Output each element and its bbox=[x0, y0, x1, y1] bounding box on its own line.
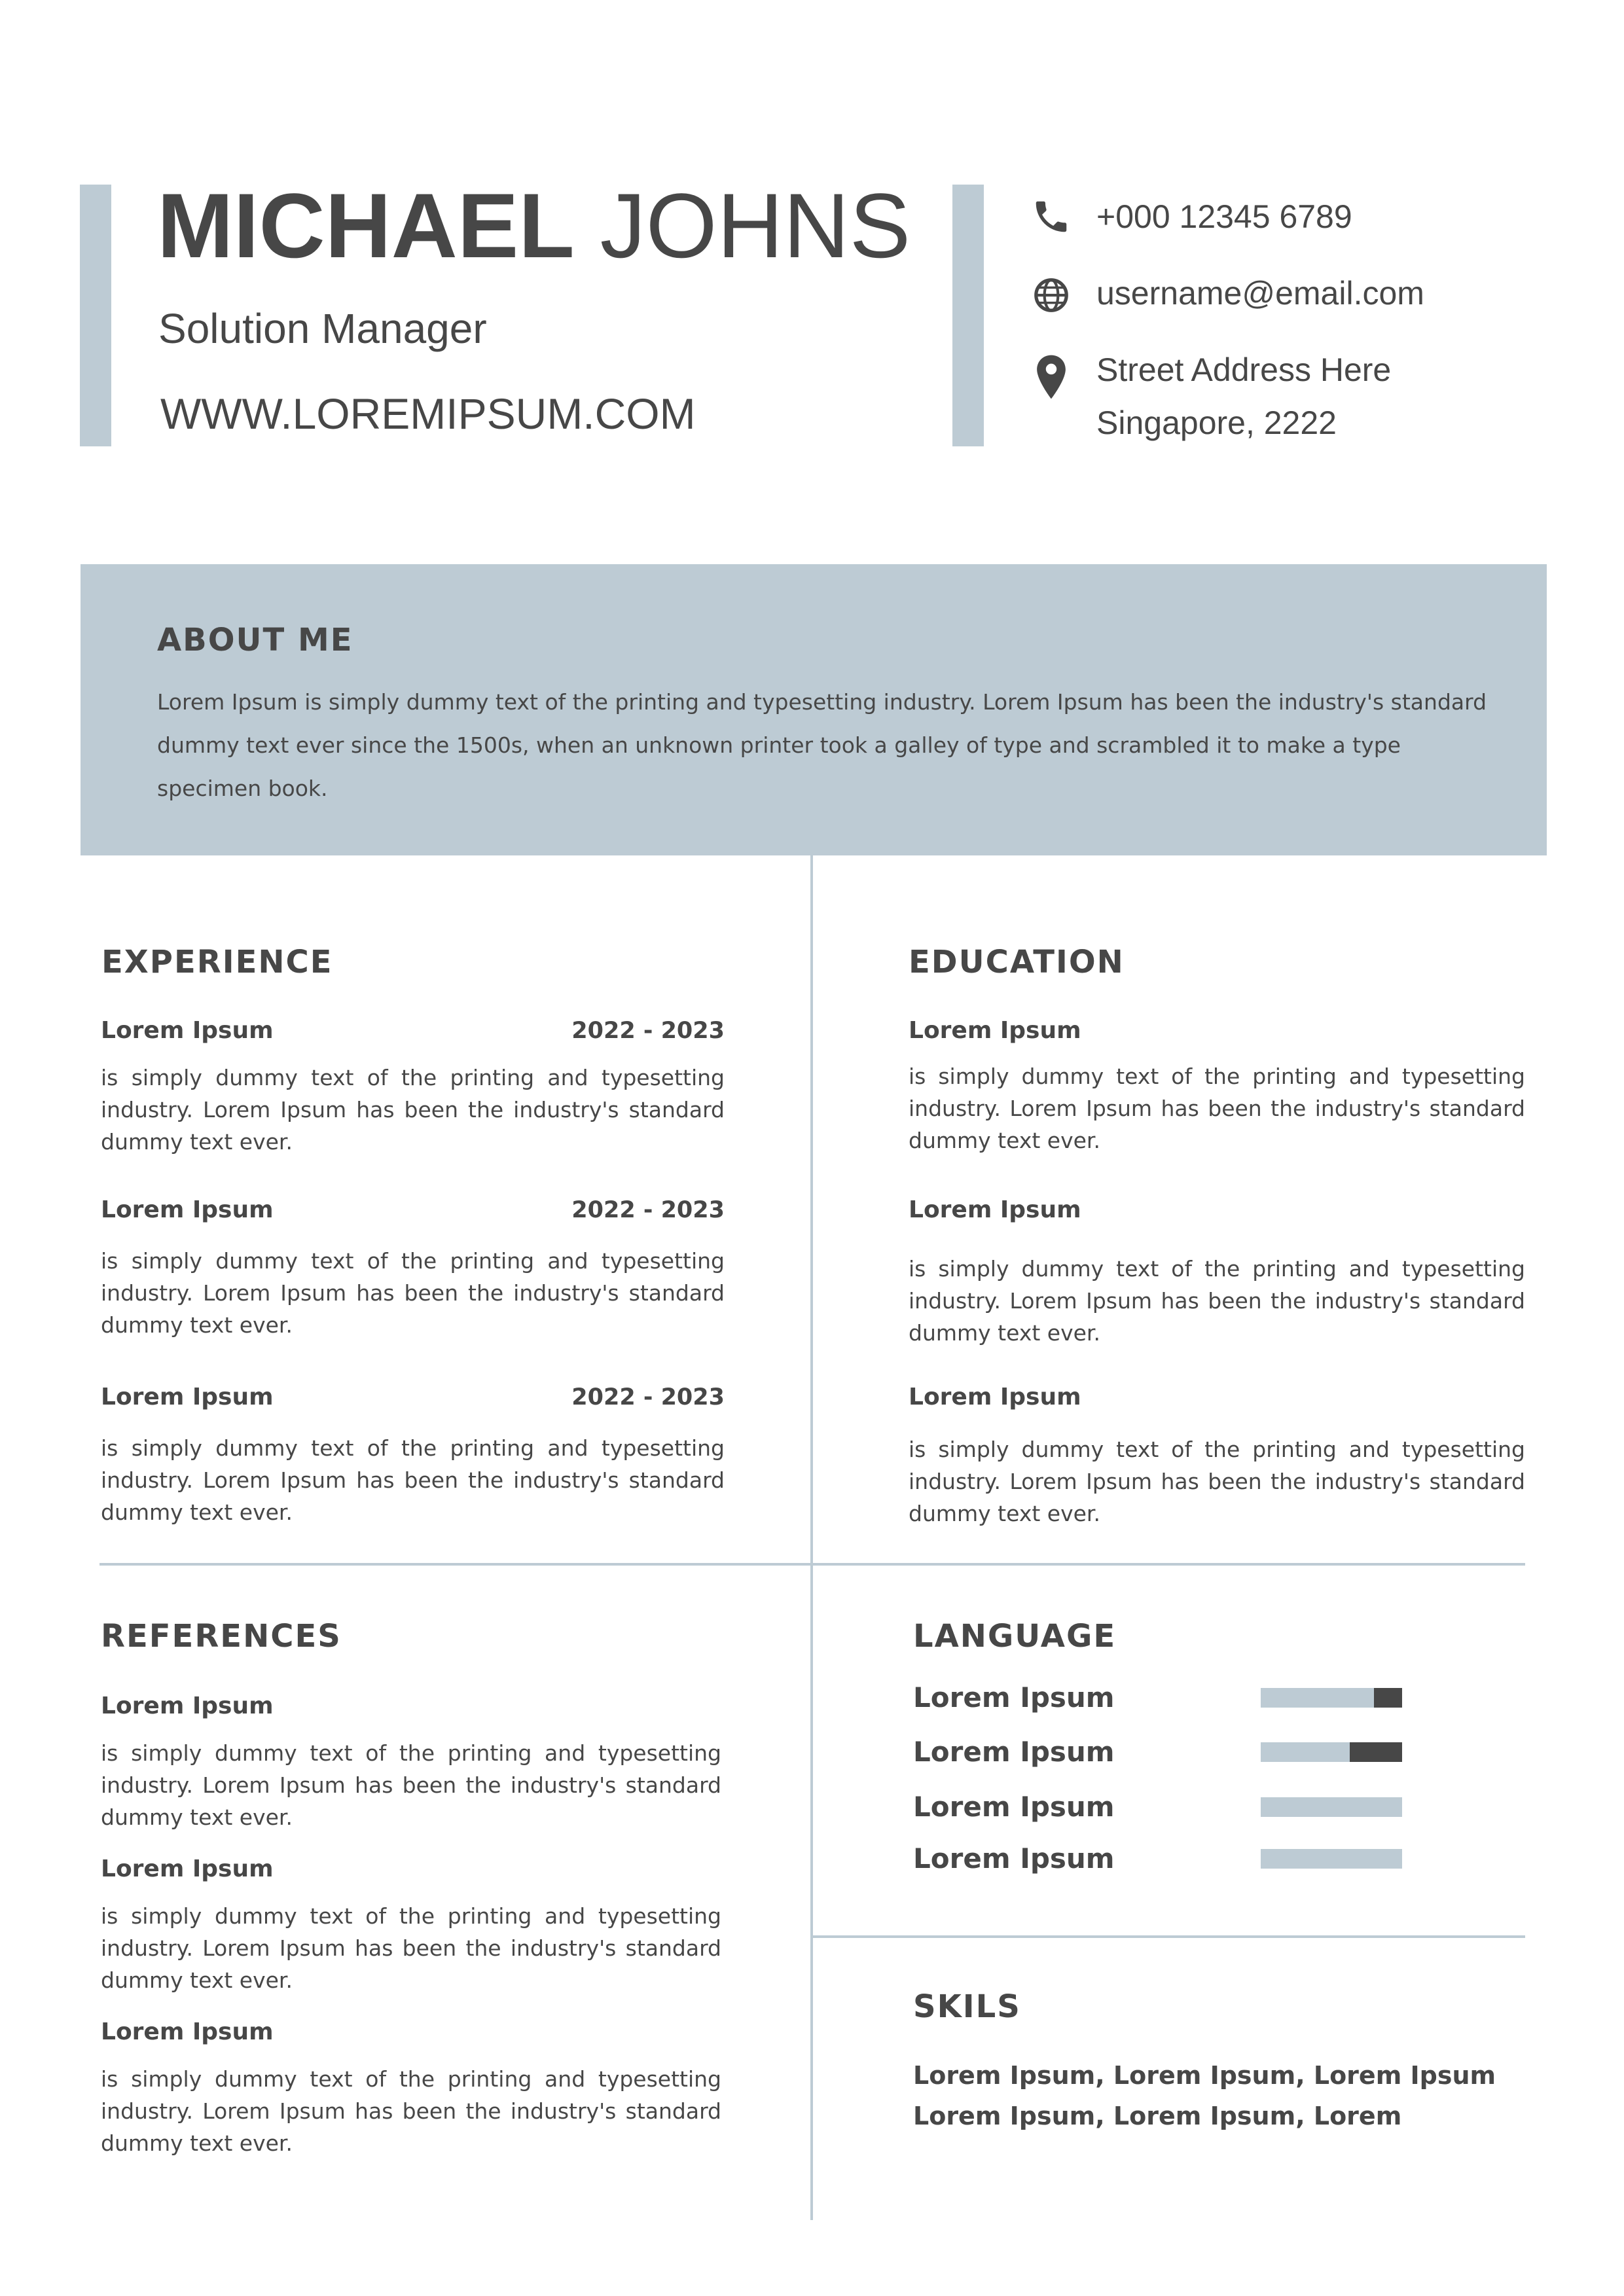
language-level-bar bbox=[1261, 1849, 1402, 1869]
education-text: is simply dummy text of the printing and typesetting industry. Lorem Ipsum has been the industry's standard dummy text ever. bbox=[909, 1064, 1525, 1153]
row-divider-left bbox=[99, 1563, 810, 1566]
reference-title: Lorem Ipsum bbox=[101, 1856, 274, 1882]
phone-number[interactable]: +000 12345 6789 bbox=[1096, 198, 1352, 235]
language-label: Lorem Ipsum bbox=[913, 1736, 1115, 1768]
references-heading: REFERENCES bbox=[101, 1618, 342, 1655]
address-line-2: Singapore, 2222 bbox=[1096, 404, 1337, 441]
reference-text: is simply dummy text of the printing and typesetting industry. Lorem Ipsum has been the industry's standard dummy text ever. bbox=[101, 1740, 721, 1830]
language-label: Lorem Ipsum bbox=[913, 1681, 1115, 1713]
header-accent-bar-right bbox=[952, 185, 984, 446]
reference-title: Lorem Ipsum bbox=[101, 1693, 274, 1719]
first-name: MICHAEL bbox=[157, 174, 575, 277]
email-address[interactable]: username@email.com bbox=[1096, 275, 1424, 312]
experience-text: is simply dummy text of the printing and typesetting industry. Lorem Ipsum has been the industry's standard dummy text ever. bbox=[101, 1435, 725, 1525]
experience-date: 2022 - 2023 bbox=[571, 1018, 725, 1044]
education-text: is simply dummy text of the printing and typesetting industry. Lorem Ipsum has been the industry's standard dummy text ever. bbox=[909, 1256, 1525, 1346]
about-me-text: Lorem Ipsum is simply dummy text of the printing and typesetting industry. Lorem Ipsum has been the industry's standard dummy text ever since the 1500s, when an unknown printer took a galley of type and scrambled it to make a type specimen book. bbox=[157, 689, 1487, 801]
reference-text: is simply dummy text of the printing and typesetting industry. Lorem Ipsum has been the industry's standard dummy text ever. bbox=[101, 1903, 721, 1993]
row-divider-right bbox=[813, 1563, 1525, 1566]
address-line-1: Street Address Here bbox=[1096, 351, 1392, 388]
skills-list bbox=[913, 2055, 1542, 2136]
column-divider bbox=[810, 855, 813, 2220]
skills-line-2: Lorem Ipsum, Lorem Ipsum, Lorem bbox=[913, 2102, 1402, 2130]
language-level-fill bbox=[1350, 1742, 1402, 1762]
experience-date: 2022 - 2023 bbox=[571, 1197, 725, 1223]
experience-heading: EXPERIENCE bbox=[101, 944, 333, 980]
language-level-bar bbox=[1261, 1742, 1402, 1762]
language-label: Lorem Ipsum bbox=[913, 1791, 1115, 1823]
header-accent-bar-left bbox=[80, 185, 111, 446]
education-title: Lorem Ipsum bbox=[909, 1196, 1081, 1223]
education-title: Lorem Ipsum bbox=[909, 1384, 1081, 1410]
skills-heading: SKILS bbox=[913, 1988, 1021, 2025]
experience-title: Lorem Ipsum bbox=[101, 1384, 274, 1410]
education-title: Lorem Ipsum bbox=[909, 1017, 1081, 1044]
experience-text: is simply dummy text of the printing and typesetting industry. Lorem Ipsum has been the industry's standard dummy text ever. bbox=[101, 1065, 725, 1155]
website-link[interactable]: WWW.LOREMIPSUM.COM bbox=[160, 389, 696, 438]
language-label: Lorem Ipsum bbox=[913, 1842, 1115, 1874]
language-level-bar bbox=[1261, 1688, 1402, 1708]
language-heading: LANGUAGE bbox=[913, 1618, 1117, 1655]
globe-icon bbox=[1031, 275, 1072, 315]
education-text: is simply dummy text of the printing and typesetting industry. Lorem Ipsum has been the industry's standard dummy text ever. bbox=[909, 1437, 1525, 1526]
experience-text: is simply dummy text of the printing and typesetting industry. Lorem Ipsum has been the industry's standard dummy text ever. bbox=[101, 1248, 725, 1338]
experience-title: Lorem Ipsum bbox=[101, 1196, 274, 1223]
skills-line-1: Lorem Ipsum, Lorem Ipsum, Lorem Ipsum bbox=[913, 2061, 1496, 2090]
language-level-fill bbox=[1374, 1688, 1402, 1708]
phone-icon bbox=[1031, 196, 1072, 237]
language-skills-divider bbox=[813, 1935, 1525, 1938]
experience-title: Lorem Ipsum bbox=[101, 1017, 274, 1044]
education-heading: EDUCATION bbox=[909, 944, 1125, 980]
last-name: JOHNS bbox=[600, 174, 911, 277]
reference-title: Lorem Ipsum bbox=[101, 2018, 274, 2045]
reference-text: is simply dummy text of the printing and typesetting industry. Lorem Ipsum has been the industry's standard dummy text ever. bbox=[101, 2066, 721, 2156]
experience-date: 2022 - 2023 bbox=[571, 1384, 725, 1410]
language-level-bar bbox=[1261, 1797, 1402, 1817]
location-pin-icon bbox=[1031, 353, 1072, 401]
about-me-heading: ABOUT ME bbox=[157, 622, 353, 658]
full-name bbox=[157, 173, 911, 278]
job-title: Solution Manager bbox=[158, 305, 487, 352]
